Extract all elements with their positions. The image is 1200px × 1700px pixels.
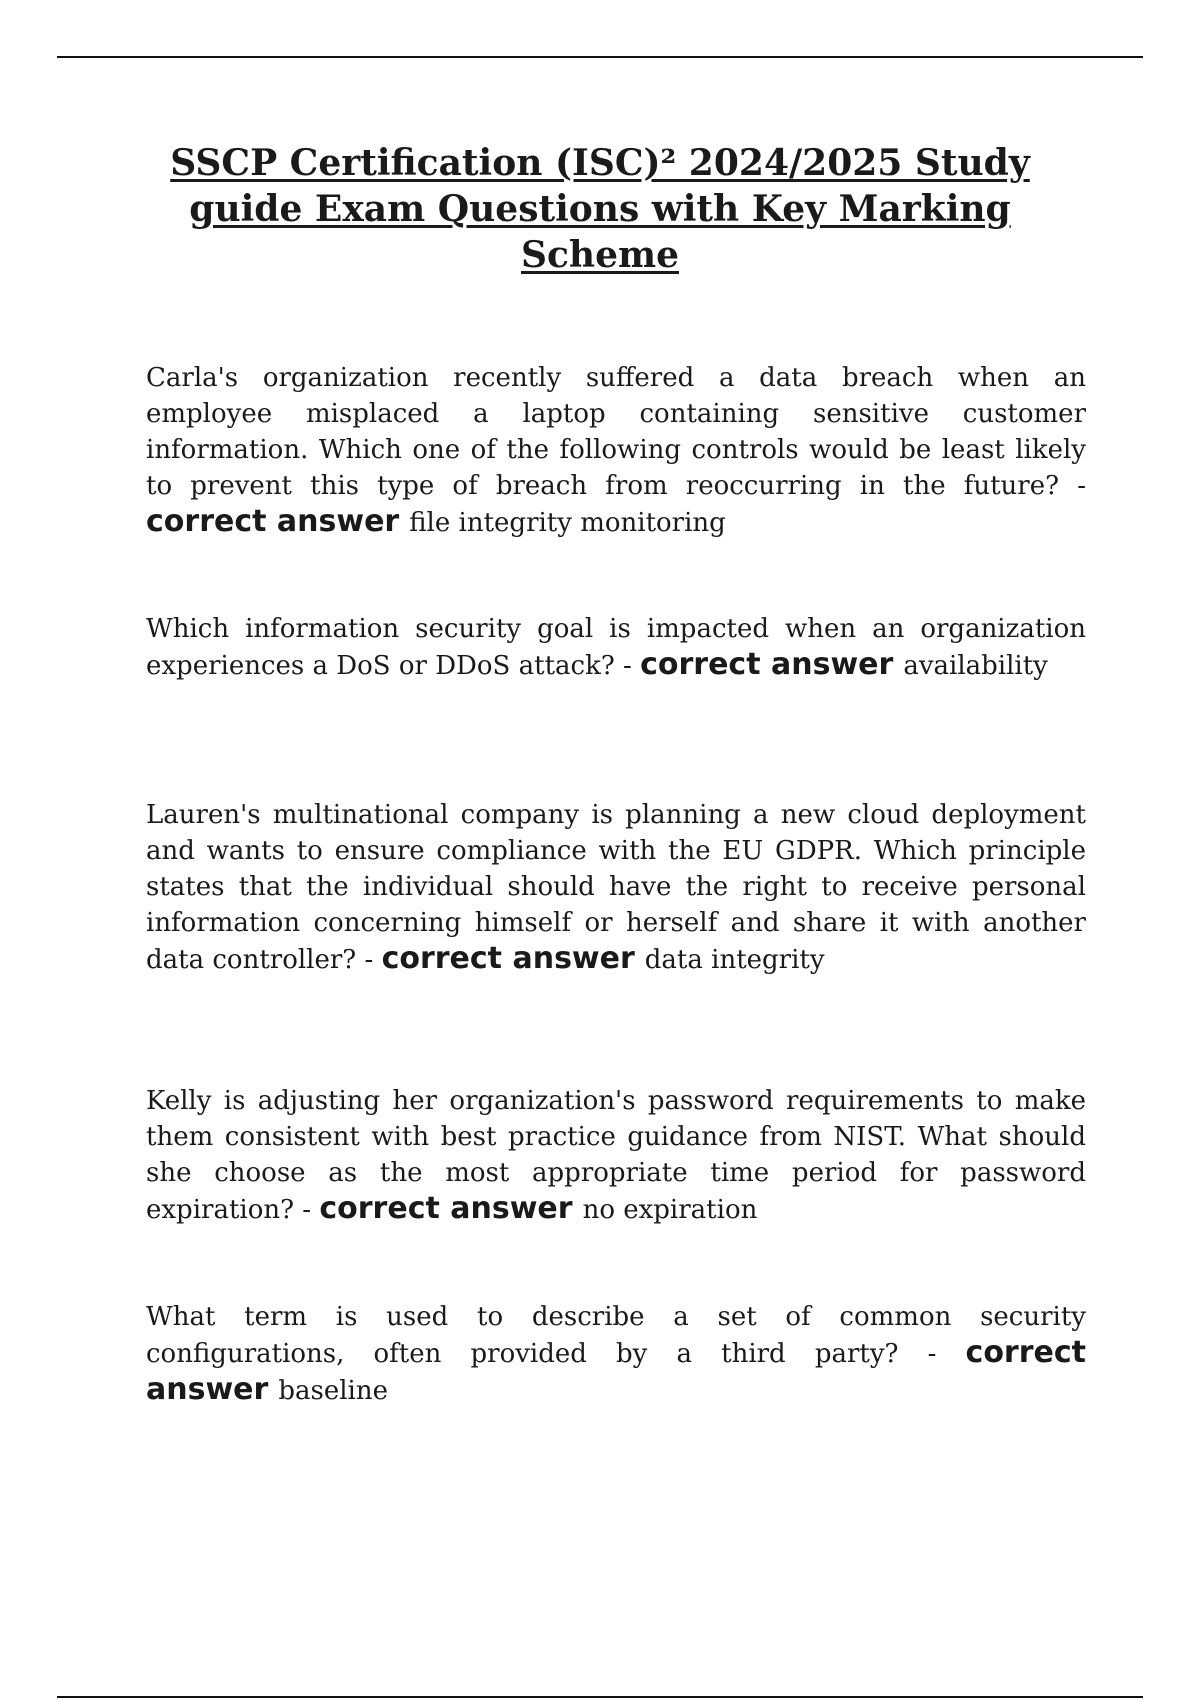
question-text: Which information security goal is impacted when an organization experiences a DoS or DDoS attack? - bbox=[146, 614, 1086, 681]
question-text: Carla's organization recently suffered a data breach when an employee misplaced a laptop containing sensitive customer information. Which one of the following controls would be least likely to prevent this type of breach from reoccurring in the future? - bbox=[146, 363, 1086, 501]
question-text: What term is used to describe a set of common security configurations, often provided by a third party? - bbox=[146, 1302, 1086, 1369]
answer-text: availability bbox=[903, 651, 1048, 681]
answer-text: file integrity monitoring bbox=[409, 508, 726, 538]
bottom-rule bbox=[57, 1696, 1143, 1698]
qa-item bbox=[146, 360, 1086, 541]
qa-item bbox=[146, 1299, 1086, 1409]
qa-item bbox=[146, 797, 1086, 978]
page-title: SSCP Certification (ISC)² 2024/2025 Study guide Exam Questions with Key Marking Scheme bbox=[170, 142, 1030, 276]
correct-answer-label: correct answer bbox=[640, 647, 894, 682]
qa-item bbox=[146, 1083, 1086, 1228]
correct-answer-label: correct answer bbox=[319, 1191, 573, 1226]
top-rule bbox=[57, 56, 1143, 58]
answer-text: data integrity bbox=[644, 945, 825, 975]
qa-item bbox=[146, 611, 1086, 684]
question-text: Kelly is adjusting her organization's password requirements to make them consistent with best practice guidance from NIST. What should she choose as the most appropriate time period for password expiration? - bbox=[146, 1086, 1086, 1225]
correct-answer-label: correct answer bbox=[381, 941, 635, 976]
correct-answer-label: correct answer bbox=[146, 504, 400, 539]
answer-text: no expiration bbox=[582, 1195, 758, 1225]
correct-answer-label: correct answer bbox=[146, 1335, 1086, 1407]
answer-text: baseline bbox=[278, 1376, 388, 1406]
question-text: Lauren's multinational company is planning a new cloud deployment and wants to ensure compliance with the EU GDPR. Which principle states that the individual should have the right to receive personal information concerning himself or herself and share it with another data controller? - bbox=[146, 800, 1086, 975]
